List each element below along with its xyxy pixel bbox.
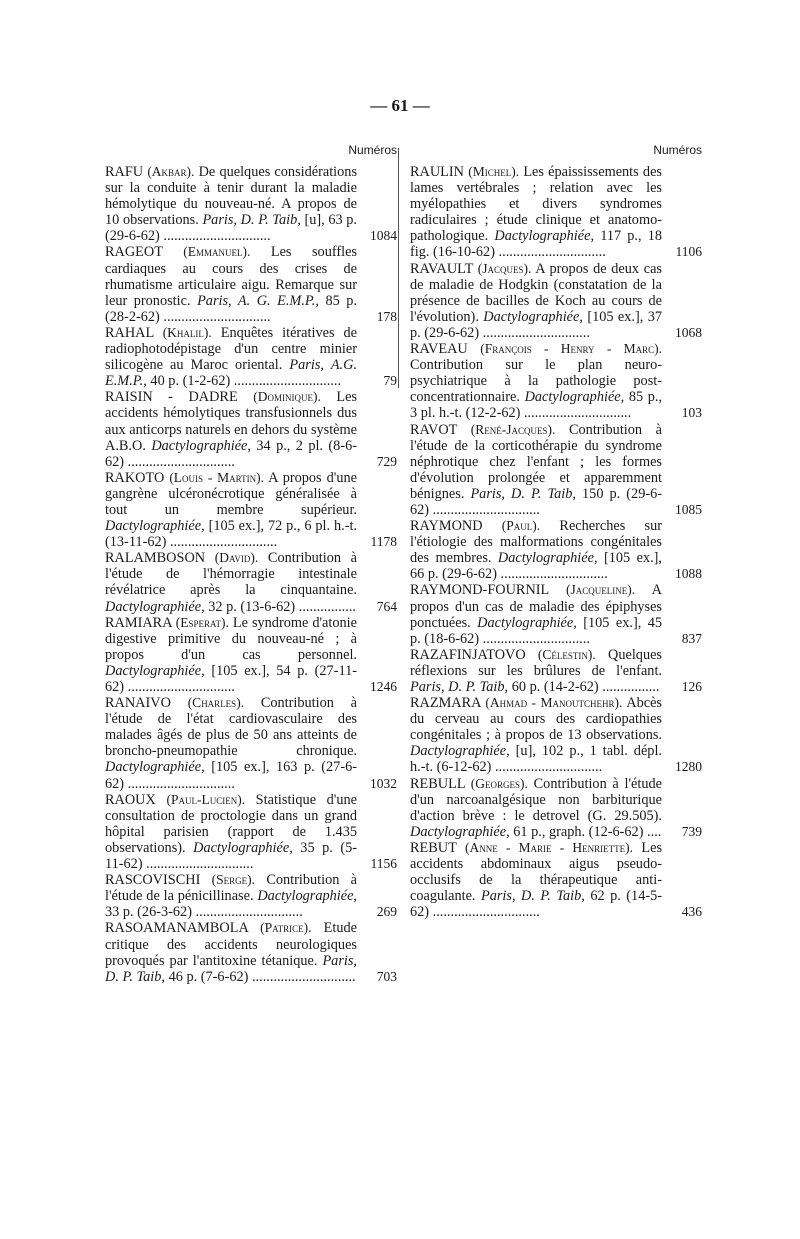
collation-date: 150 p. (29-6-62): [410, 485, 663, 518]
entry-number: 764: [376, 598, 397, 614]
entry-text: [105, 920, 357, 984]
index-entry: [105, 470, 397, 550]
entry-number: 269: [376, 904, 397, 920]
entry-number: 1280: [675, 759, 702, 775]
collation-date: [105 ex.], 72 p., 6 pl. h.-t. (13-11-62): [105, 518, 357, 551]
collation-date: [105 ex.], 45 p. (18-6-62): [410, 614, 662, 647]
dot-leader: ....: [643, 823, 662, 840]
index-entry: [105, 244, 397, 324]
author-given-name: (Jacqueline).: [566, 582, 636, 598]
publication-info: Dactylographiée,: [257, 888, 357, 905]
entry-number: 1106: [675, 244, 702, 260]
collation-date: 85 p. (28-2-62): [105, 292, 358, 325]
index-entry: [410, 776, 702, 840]
collation-date: 32 p. (13-6-62): [208, 598, 296, 615]
right-column: [410, 140, 702, 920]
entry-number: 436: [681, 904, 702, 920]
author-given-name: (Dominique).: [253, 389, 321, 405]
index-entry: [410, 647, 702, 695]
index-entry: [105, 389, 397, 469]
author-surname: RAVAULT: [410, 260, 474, 277]
thesis-title: Contribution à l'étude de l'hémorragie intestinale révélatrice après la cinquantaine.: [105, 550, 358, 599]
entry-number: 837: [681, 630, 702, 646]
dot-leader: ..............................: [124, 453, 235, 470]
thesis-title: A propos de deux cas de maladie de Hodgkin (constatation de la présence de bacilles de Koch au cours de l'évolution).: [410, 260, 662, 325]
dot-leader: ..............................: [166, 534, 278, 551]
left-column: [105, 140, 397, 985]
thesis-title: Les accidents hémolytiques transfusionnels dus aux anticorps naturels en dehors du système A.B.O.: [105, 389, 357, 454]
thesis-title: Recherches sur l'étiologie des malformations congénitales des membres.: [410, 518, 662, 567]
author-surname: RASOAMANAMBOLA: [105, 920, 248, 937]
entry-text: [410, 518, 662, 582]
index-entry: [105, 872, 397, 920]
author-surname: RAMIARA: [105, 614, 172, 631]
entry-number: 103: [681, 405, 702, 421]
entry-number: 1032: [370, 775, 397, 791]
author-given-name: (Khalil).: [162, 324, 212, 340]
author-given-name: (René-Jacques).: [470, 421, 556, 437]
collation-date: [105 ex.], 66 p. (29-6-62): [410, 550, 662, 583]
thesis-title: Les souffles cardiaques au cours des crises de rhumatisme articulaire aigu. Remarque sur leur pronostic.: [105, 244, 357, 309]
collation-date: 60 p. (14-2-62): [511, 679, 599, 695]
dot-leader: ..............................: [496, 566, 608, 583]
index-entry: [105, 615, 397, 695]
dot-leader: ..............................: [142, 856, 254, 873]
entry-text: [410, 341, 662, 421]
author-given-name: (Georges).: [470, 775, 528, 791]
author-given-name: (Michel).: [468, 164, 520, 179]
collation-date: [u], 63 p. (29-6-62): [105, 212, 358, 245]
entry-number: 739: [681, 823, 702, 839]
author-given-name: (Serge).: [211, 872, 256, 888]
author-surname: REBULL: [410, 775, 466, 792]
entry-text: [410, 776, 662, 840]
publication-info: Paris, D. P. Taib,: [470, 485, 576, 502]
entry-text: [410, 261, 662, 341]
collation-date: 62 p. (14-5-62): [410, 888, 663, 921]
collation-date: 33 p. (26-3-62): [105, 904, 192, 921]
entry-text: [410, 582, 662, 646]
index-entry: [410, 518, 702, 582]
thesis-title: Contribution à l'étude de la corticothérapie du syndrome néphrotique chez l'enfant ; les formes d'évolution prolongée et apparemment bénignes.: [410, 421, 663, 502]
entry-text: [105, 792, 357, 872]
publication-info: Dactylographiée,: [105, 662, 205, 679]
collation-date: 85 p., 3 pl. h.-t. (12-2-62): [410, 389, 663, 422]
index-entry: [105, 920, 397, 984]
index-entry: [410, 582, 702, 646]
thesis-title: Etude critique des accidents neurologiques provoqués par l'antitoxine tétanique.: [105, 920, 358, 969]
entry-text: [105, 695, 357, 792]
dot-leader: ..............................: [494, 244, 606, 261]
entry-text: [105, 470, 357, 550]
publication-info: Dactylographiée,: [494, 228, 595, 245]
entry-text: [410, 647, 662, 695]
author-given-name: (Anne - Marie - Henriette).: [464, 839, 633, 855]
author-surname: RAVEAU: [410, 341, 468, 358]
entry-text: [410, 695, 662, 775]
collation-date: [105 ex.], 54 p. (27-11-62): [105, 662, 357, 695]
index-entry: [410, 422, 702, 519]
left-entry-list: [105, 164, 397, 985]
publication-info: Paris, D. P. Taib,: [105, 952, 357, 985]
author-surname: RAULIN: [410, 164, 465, 180]
entry-number: 178: [376, 308, 397, 324]
dot-leader: ..............................: [124, 679, 235, 695]
publication-info: Dactylographiée,: [497, 550, 598, 567]
entry-number: 703: [376, 968, 397, 984]
collation-date: 61 p., graph. (12-6-62): [513, 823, 644, 840]
collation-date: [u], 102 p., 1 tabl. dépl. h.-t. (6-12-62): [410, 743, 662, 776]
thesis-title: Les épaississements des lames vertébrales ; relation avec les myélopathies et divers syndromes radiculaires ; étude clinique et anatomo-pathologique.: [410, 164, 662, 245]
dot-leader: ..............................: [491, 759, 603, 776]
dot-leader: .............................: [248, 968, 356, 985]
author-surname: RANAIVO: [105, 695, 171, 712]
thesis-title: Enquêtes itératives de radiophotodépistage d'un centre minier silicogène au Maroc oriental.: [105, 324, 357, 374]
thesis-title: A propos d'un cas de maladie des épiphyses ponctuées.: [410, 582, 662, 631]
dot-leader: ................: [598, 679, 660, 695]
dot-leader: ..............................: [479, 630, 590, 647]
collation-date: 34 p., 2 pl. (8-6-62): [105, 437, 357, 470]
thesis-title: Le syndrome d'atonie digestive primitive du nouveau-né ; à propos d'un cas personnel.: [105, 614, 357, 663]
entry-text: [410, 422, 662, 519]
author-given-name: (Emmanuel).: [183, 244, 251, 260]
publication-info: Paris, A.G. E.M.P.,: [105, 357, 358, 390]
thesis-title: Quelques réflexions sur les brûlures de l'enfant.: [410, 646, 662, 679]
author-surname: RAYMOND: [410, 518, 483, 535]
publication-info: Paris, A. G. E.M.P.,: [197, 292, 319, 309]
entry-text: [105, 164, 357, 244]
publication-info: Dactylographiée,: [483, 308, 583, 325]
right-entry-list: [410, 164, 702, 920]
dot-leader: ..............................: [124, 775, 235, 792]
index-entry: [410, 341, 702, 421]
index-entry: [105, 164, 397, 244]
publication-info: Dactylographiée,: [410, 823, 510, 840]
entry-number: 1068: [675, 324, 702, 340]
thesis-title: Abcès du cerveau au cours des cardiopathies congénitales ; à propos de 13 observations.: [410, 695, 662, 744]
author-surname: RAZAFINJATOVO: [410, 646, 526, 663]
dot-leader: ................: [295, 598, 356, 615]
entry-number: 1246: [370, 679, 397, 694]
index-entry: [105, 325, 397, 389]
collation-date: 46 p. (7-6-62): [168, 968, 249, 985]
thesis-title: Contribution à l'étude de l'état cardiovasculaire des malades âgés de plus de 50 ans atteints de broncho-pneumopathie chronique.: [105, 695, 358, 760]
entry-text: [105, 615, 357, 695]
author-given-name: (Célestin).: [537, 646, 596, 662]
publication-info: Dactylographiée,: [151, 437, 251, 454]
entry-number: 1178: [370, 534, 397, 550]
entry-number: 1084: [370, 228, 397, 244]
entry-text: [105, 325, 357, 389]
entry-text: [105, 550, 357, 614]
entry-number: 1088: [675, 566, 702, 582]
dot-leader: ..............................: [429, 501, 540, 518]
index-entry: [105, 792, 397, 872]
thesis-title: Les accidents abdominaux aigus pseudo-occlusifs de la thérapeutique anti-coagulante.: [410, 839, 663, 905]
author-surname: RAKOTO: [105, 469, 165, 486]
dot-leader: ..............................: [429, 904, 540, 921]
author-given-name: (Paul-Lucien).: [166, 791, 246, 807]
dot-leader: ..............................: [191, 904, 303, 921]
index-entry: [410, 695, 702, 775]
column-header-numeros: Numéros: [348, 143, 397, 157]
entry-number: 1156: [370, 856, 397, 872]
author-surname: RAVOT: [410, 421, 458, 438]
author-surname: REBUT: [410, 839, 457, 856]
thesis-title: A propos d'une gangrène ulcéronécrotique généralisée à tout un membre supérieur.: [105, 469, 357, 518]
entry-text: [410, 840, 662, 920]
column-divider: [398, 148, 399, 388]
collation-date: [105 ex.], 163 p. (27-6-62): [105, 759, 357, 792]
author-surname: RAFU: [105, 164, 144, 180]
thesis-title: Contribution sur le plan neuro-psychiatrique à la pathologie post-concentrationnaire.: [410, 357, 662, 406]
entry-text: [410, 164, 662, 261]
author-surname: RAISIN - DADRE: [105, 389, 238, 406]
publication-info: Dactylographiée,: [524, 389, 625, 406]
publication-info: Dactylographiée,: [105, 759, 205, 776]
author-surname: RAGEOT: [105, 244, 163, 261]
entry-text: [105, 389, 357, 469]
author-surname: RAYMOND-FOURNIL: [410, 582, 549, 599]
entry-number: 79: [383, 373, 397, 389]
author-surname: RAZMARA: [410, 695, 481, 712]
collation-date: 40 p. (1-2-62): [150, 373, 231, 390]
publication-info: Dactylographiée,: [105, 518, 205, 535]
author-surname: RASCOVISCHI: [105, 872, 201, 889]
author-given-name: (David).: [214, 550, 259, 566]
publication-info: Paris, D. P. Taib,: [410, 679, 509, 695]
dot-leader: ..............................: [230, 373, 342, 390]
author-given-name: (Esperat).: [175, 614, 229, 630]
index-entry: [105, 550, 397, 614]
collation-date: 117 p., 18 fig. (16-10-62): [410, 228, 663, 261]
author-surname: RAOUX: [105, 791, 156, 808]
author-given-name: (Paul).: [501, 518, 541, 534]
index-entry: [105, 695, 397, 792]
author-given-name: (Ahmad - Manoutchehr).: [485, 695, 623, 711]
thesis-title: De quelques considérations sur la conduite à tenir durant la maladie hémolytique du nouveau-né. A propos de 10 observations.: [105, 164, 358, 229]
entry-number: 126: [681, 679, 702, 694]
publication-info: Dactylographiée,: [477, 614, 577, 631]
author-given-name: (Jacques).: [477, 260, 532, 276]
dot-leader: ..............................: [159, 228, 271, 245]
index-entry: [410, 261, 702, 341]
collation-date: [105 ex.], 37 p. (29-6-62): [410, 308, 663, 341]
publication-info: Paris, D. P. Taib,: [480, 888, 585, 905]
publication-info: Dactylographiée,: [105, 598, 205, 615]
entry-text: [105, 872, 357, 920]
index-entry: [410, 164, 702, 261]
column-header-numeros: Numéros: [653, 143, 702, 157]
index-entry: [410, 840, 702, 920]
entry-number: 1085: [675, 501, 702, 517]
page-number: — 61 —: [370, 96, 430, 115]
entry-text: [105, 244, 357, 324]
publication-info: Dactylographiée,: [193, 839, 293, 856]
collation-date: 35 p. (5-11-62): [105, 839, 358, 873]
thesis-title: Statistique d'une consultation de proctologie dans un grand hôpital parisien (rapport de 1.435 observations).: [105, 791, 358, 856]
thesis-title: Contribution à l'étude de la pénicillinase.: [105, 872, 358, 905]
publication-info: Dactylographiée,: [410, 743, 510, 760]
dot-leader: ..............................: [479, 324, 590, 341]
author-given-name: (Patrice).: [260, 920, 312, 936]
publication-info: Paris, D. P. Taib,: [202, 212, 301, 229]
author-given-name: (Louis - Martin).: [169, 469, 264, 485]
author-given-name: (Akbar).: [147, 164, 195, 179]
dot-leader: ..............................: [520, 405, 632, 422]
author-surname: RALAMBOSON: [105, 550, 206, 567]
entry-number: 729: [376, 453, 397, 469]
author-surname: RAHAL: [105, 324, 154, 341]
dot-leader: ..............................: [159, 308, 271, 325]
thesis-title: Contribution à l'étude d'un narcoanalgésique non barbiturique d'action brève : le detrovel (G. 29.505).: [410, 775, 662, 824]
author-given-name: (Charles).: [187, 695, 245, 711]
author-given-name: (François - Henry - Marc).: [480, 341, 662, 357]
